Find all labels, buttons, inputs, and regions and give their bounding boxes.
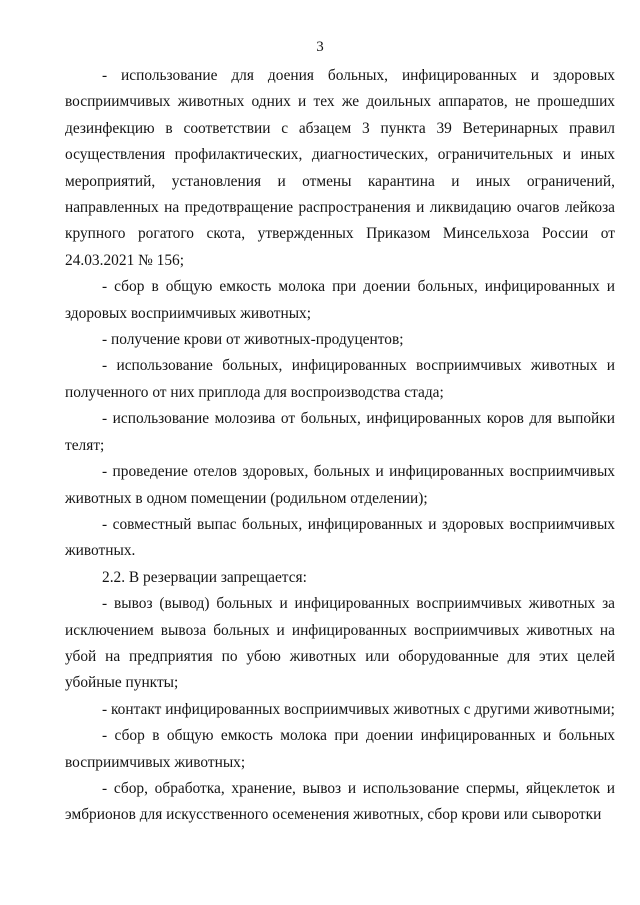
- section-heading-reservation: 2.2. В резервации запрещается:: [102, 568, 307, 586]
- page-number: 3: [316, 39, 324, 55]
- paragraph-milk-collection: - сбор в общую емкость молока при доении больных, инфицированных и здоровых восприимчивых животных;: [65, 278, 615, 322]
- paragraph-animal-contact: - контакт инфицированных восприимчивых животных с другими животными;: [102, 700, 615, 718]
- paragraph-colostrum: - использование молозива от больных, инфицированных коров для выпойки телят;: [65, 410, 615, 454]
- paragraph-herd-reproduction: - использование больных, инфицированных восприимчивых животных и полученного от них приплода для воспроизводства стада;: [65, 357, 615, 401]
- document-body: [65, 63, 615, 829]
- paragraph-calving: - проведение отелов здоровых, больных и инфицированных восприимчивых животных в одном помещении (родильном отделении);: [65, 463, 615, 507]
- paragraph-grazing: - совместный выпас больных, инфицированных и здоровых восприимчивых животных.: [65, 515, 615, 560]
- paragraph-dairy-equipment: - использование для доения больных, инфицированных и здоровых восприимчивых животных одних и тех же доильных аппаратов, не прошедших дезинфекцию в соответствии с абзацем 3 пункта 39 Ветеринарных правил осуществления профилактических, диагностических, ограничительных и иных мероприятий, установления и отмены карантина и иных ограничений, направленных на предотвращение распространения и ликвидацию очагов лейкоза крупного рогатого скота, утвержденных Приказом Минсельхоза России от 24.03.2021 № 156;: [65, 67, 615, 269]
- paragraph-animal-removal: - вывоз (вывод) больных и инфицированных восприимчивых животных за исключением вывоза больных и инфицированных восприимчивых животных на убой на предприятия по убою животных или оборудованные для этих целей убойные пункты;: [65, 595, 615, 692]
- paragraph-genetic-material: - сбор, обработка, хранение, вывоз и использование спермы, яйцеклеток и эмбрионов для искусственного осеменения животных, сбор крови или сыворотки: [65, 779, 615, 824]
- paragraph-milk-collection-reservation: - сбор в общую емкость молока при доении инфицированных и больных восприимчивых животных;: [65, 727, 615, 771]
- paragraph-blood-collection: - получение крови от животных-продуцентов;: [102, 331, 404, 349]
